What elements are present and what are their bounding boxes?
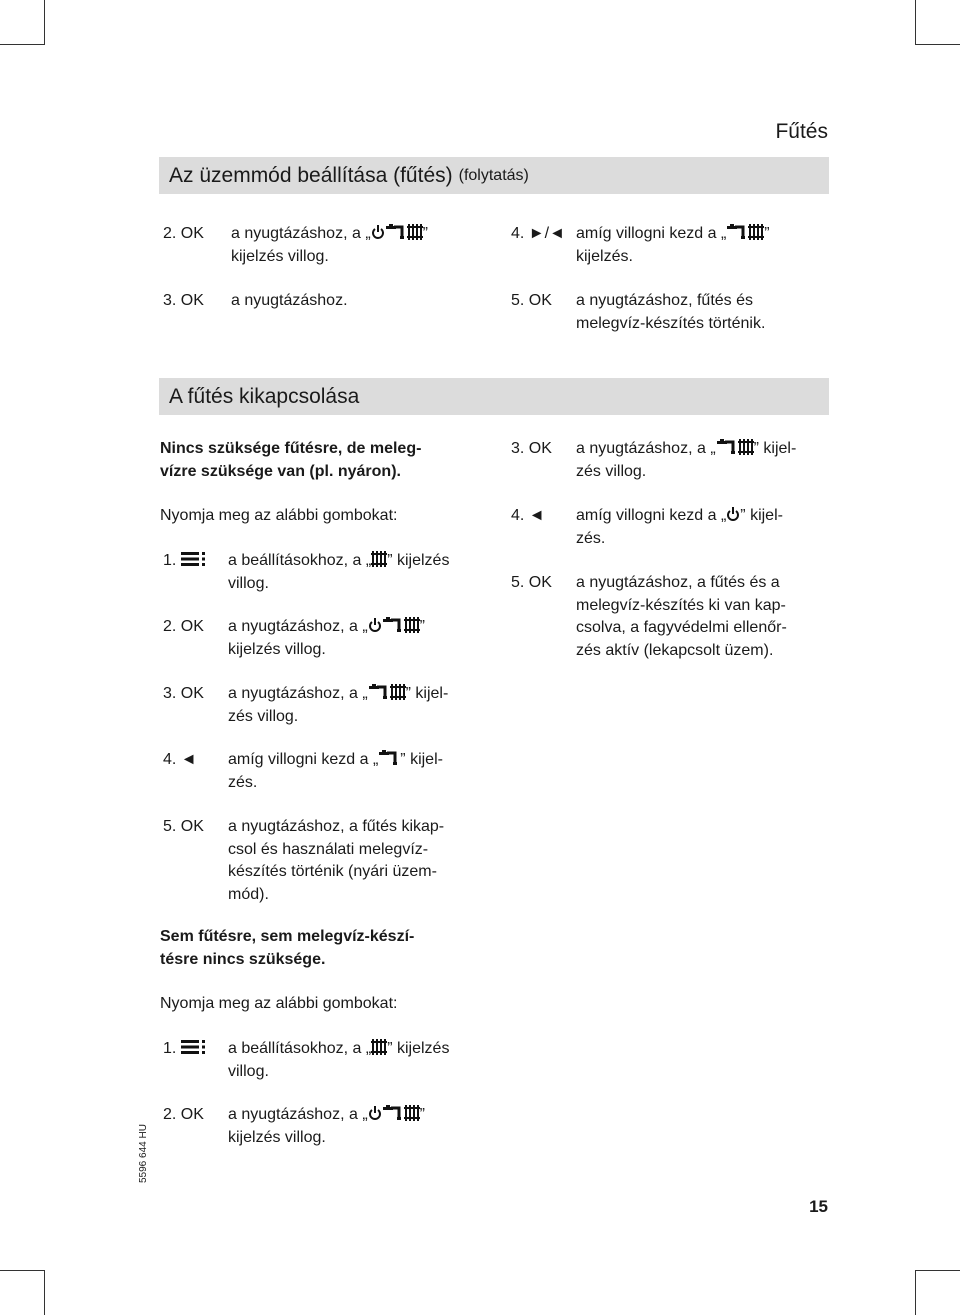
intro-summer: Nincs szüksége fűtésre, de meleg- vízre szüksége van (pl. nyáron). (160, 440, 422, 480)
document-code: 5596 644 HU (138, 1124, 149, 1183)
section-subtitle: (folytatás) (458, 166, 529, 184)
step-1-menu: 1. a beállításokhoz, a „ ” kijelzés villog. (163, 552, 450, 592)
radiator-icon (738, 439, 754, 455)
standby-icon (371, 224, 385, 240)
step-3-ok: 3. OK a nyugtázáshoz. (163, 290, 483, 314)
step-number: 3. OK (163, 292, 204, 309)
section-title: Az üzemmód beállítása (fűtés) (169, 163, 453, 187)
radiator-icon (390, 684, 406, 700)
menu-icon (180, 1039, 206, 1055)
step-2-ok: 2. OK a nyugtázáshoz, a „ ” kijelzés villog. (163, 225, 428, 265)
press-instruction-2: Nyomja meg az alábbi gombokat: (160, 995, 398, 1012)
crop-mark-top-right (915, 0, 960, 45)
intro-off: Sem fűtésre, sem melegvíz-készí- tésre nincs szüksége. (160, 928, 415, 968)
press-instruction: Nyomja meg az alábbi gombokat: (160, 507, 398, 524)
standby-icon (726, 506, 740, 522)
step-2-ok: 2. OK a nyugtázáshoz, a „ ” kijelzés villog. (163, 618, 425, 658)
step-5-ok-right: 5. OK a nyugtázáshoz, a fűtés és a melegvíz-készítés ki van kap- csolva, a fagyvédelmi ellenőr- zés aktív (lekapcsolt üzem). (511, 574, 787, 659)
tap-icon (368, 684, 390, 700)
tap-icon (385, 224, 407, 240)
crop-mark-bottom-left (0, 1270, 45, 1315)
step-5-ok: 5. OK a nyugtázáshoz, fűtés és melegvíz-készítés történik. (511, 292, 766, 332)
step-number: 4. ►/◄ (511, 225, 565, 242)
step-5-ok: 5. OK a nyugtázáshoz, a fűtés kikap- csol és használati melegvíz- készítés történik (nyári üzem- mód). (163, 818, 445, 903)
tap-icon (382, 617, 404, 633)
radiator-icon (371, 1039, 387, 1055)
section-header-mode-setting (159, 157, 829, 194)
radiator-icon (407, 224, 423, 240)
step-4-left-right: 4. ◄ amíg villogni kezd a „ ” kijel- zés. (511, 507, 783, 547)
radiator-icon (404, 617, 420, 633)
step-number: 5. OK (511, 292, 552, 309)
page-number: 15 (809, 1197, 828, 1216)
radiator-icon (404, 1105, 420, 1121)
step-4-left: 4. ◄ amíg villogni kezd a „ ” kijel- zés. (163, 751, 443, 791)
tap-icon (382, 1105, 404, 1121)
step-3-ok: 3. OK a nyugtázáshoz, a „ ” kijel- zés villog. (163, 685, 449, 725)
standby-icon (368, 617, 382, 633)
crop-mark-top-left (0, 0, 45, 45)
step-1-menu-2: 1. a beállításokhoz, a „ ” kijelzés villog. (163, 1040, 450, 1080)
step-2-ok-2: 2. OK a nyugtázáshoz, a „ ” kijelzés villog. (163, 1106, 425, 1146)
menu-icon (180, 551, 206, 567)
radiator-icon (371, 551, 387, 567)
tap-icon (378, 750, 400, 766)
tap-icon (726, 224, 748, 240)
step-number: 2. OK (163, 225, 204, 242)
step-3-ok-right: 3. OK a nyugtázáshoz, a „ ” kijel- zés villog. (511, 440, 797, 480)
running-head: Fűtés (775, 120, 828, 143)
step-4-arrows: 4. ►/◄ amíg villogni kezd a „ ” kijelzés. (511, 225, 770, 265)
radiator-icon (748, 224, 764, 240)
standby-icon (368, 1105, 382, 1121)
tap-icon (716, 439, 738, 455)
section-title: A fűtés kikapcsolása (169, 384, 360, 408)
section-header-heating-off (159, 378, 829, 415)
crop-mark-bottom-right (915, 1270, 960, 1315)
